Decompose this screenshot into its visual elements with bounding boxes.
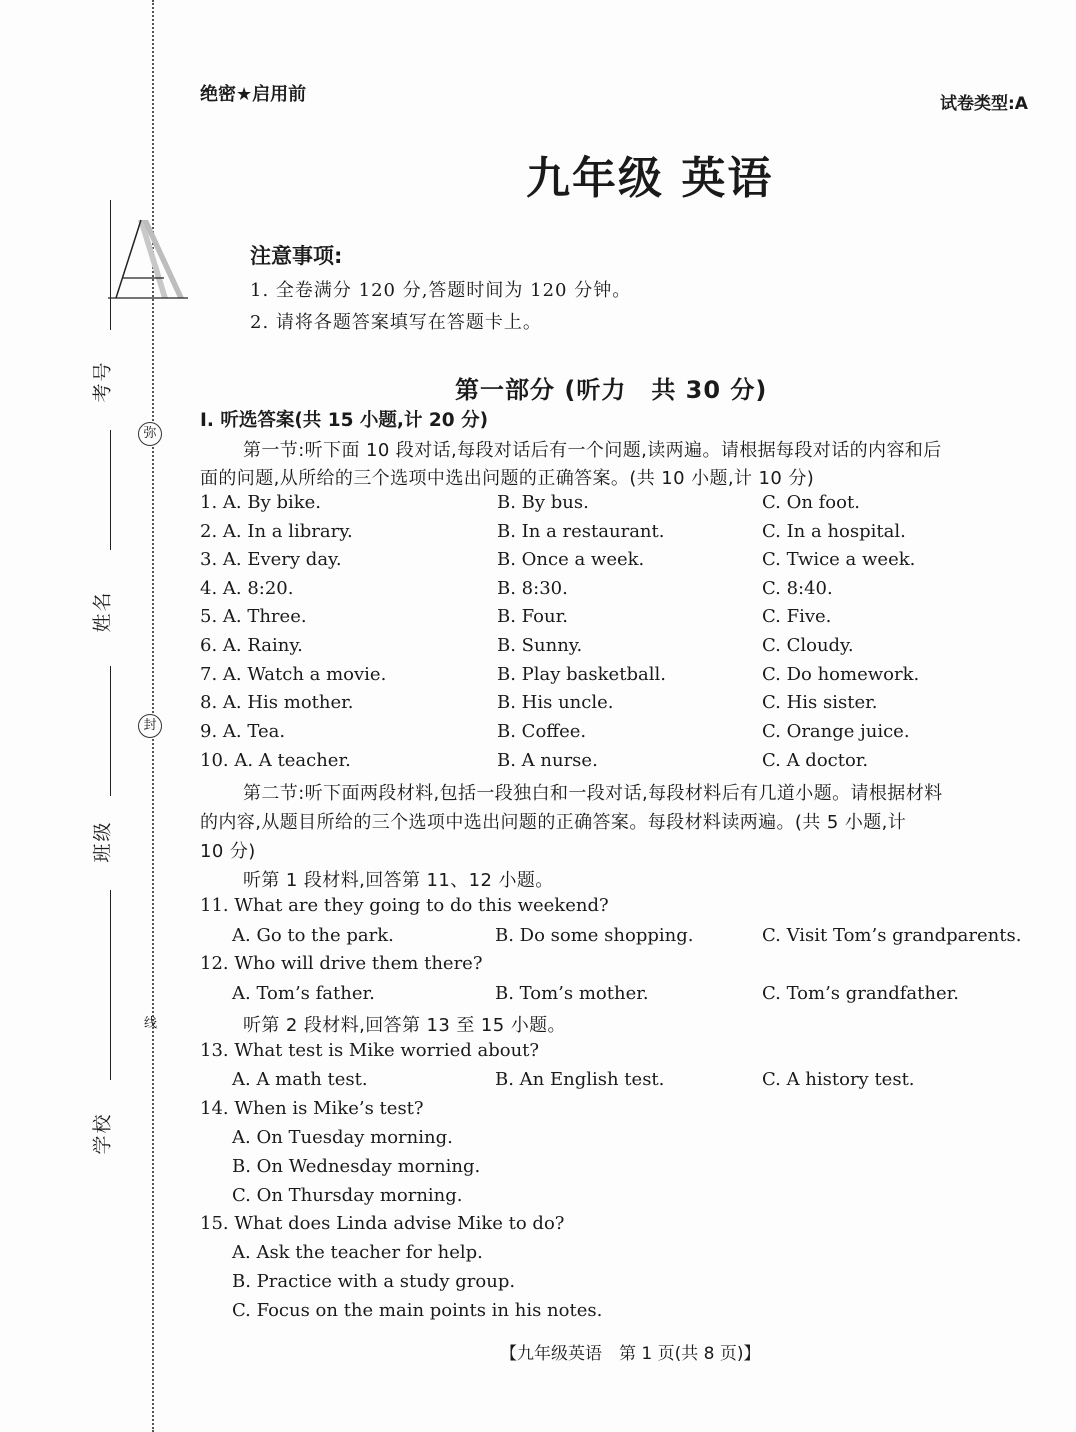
q15-option-a: A. Ask the teacher for help. (232, 1242, 483, 1263)
seal-char-feng: 封 (138, 714, 162, 738)
q1-option-b: B. By bus. (497, 492, 589, 513)
exam-number-line (110, 430, 111, 550)
material1-instruction: 听第 1 段材料,回答第 11、12 小题。 (243, 870, 554, 891)
q9-option-a: 9. A. Tea. (200, 721, 286, 742)
q13-option-a: A. A math test. (232, 1069, 368, 1090)
q15-option-c: C. Focus on the main points in his notes. (232, 1300, 603, 1321)
q9-option-c: C. Orange juice. (762, 721, 910, 742)
q11-option-c: C. Visit Tom’s grandparents. (762, 925, 1022, 946)
q13-option-b: B. An English test. (495, 1069, 665, 1090)
page-footer: 【九年级英语 第 1 页(共 8 页)】 (500, 1344, 761, 1364)
page-title: 九年级 英语 (526, 153, 774, 204)
q5-option-c: C. Five. (762, 606, 832, 627)
class-line (110, 890, 111, 1080)
q4-option-b: B. 8:30. (497, 578, 568, 599)
confidential-label: 绝密★启用前 (200, 84, 307, 105)
s2-intro-line-3: 10 分) (200, 841, 256, 862)
s2-intro-line-2: 的内容,从题目所给的三个选项中选出问题的正确答案。每段材料读两遍。(共 5 小题,计 (200, 812, 907, 833)
q12-stem: 12. Who will drive them there? (200, 953, 483, 974)
q5-option-a: 5. A. Three. (200, 606, 307, 627)
q15-option-b: B. Practice with a study group. (232, 1271, 516, 1292)
q11-option-a: A. Go to the park. (232, 925, 394, 946)
seal-char-mi: 弥 (138, 422, 162, 446)
q5-option-b: B. Four. (497, 606, 568, 627)
q14-option-b: B. On Wednesday morning. (232, 1156, 481, 1177)
q15-stem: 15. What does Linda advise Mike to do? (200, 1213, 565, 1234)
q6-option-a: 6. A. Rainy. (200, 635, 303, 656)
q6-option-c: C. Cloudy. (762, 635, 854, 656)
q4-option-c: C. 8:40. (762, 578, 833, 599)
section1-heading: Ⅰ. 听选答案(共 15 小题,计 20 分) (200, 410, 489, 431)
part1-heading: 第一部分 (听力 共 30 分) (455, 376, 768, 404)
q13-option-c: C. A history test. (762, 1069, 915, 1090)
paper-type-letter-text: A (168, 216, 171, 221)
q10-option-b: B. A nurse. (497, 750, 598, 771)
q2-option-b: B. In a restaurant. (497, 521, 665, 542)
notice-heading: 注意事项: (250, 244, 343, 268)
notice-item-1: 1. 全卷满分 120 分,答题时间为 120 分钟。 (250, 280, 632, 301)
q8-option-c: C. His sister. (762, 692, 878, 713)
q9-option-b: B. Coffee. (497, 721, 587, 742)
q10-option-a: 10. A. A teacher. (200, 750, 351, 771)
q14-option-c: C. On Thursday morning. (232, 1185, 463, 1206)
material2-instruction: 听第 2 段材料,回答第 13 至 15 小题。 (243, 1015, 566, 1036)
paper-type-letter-a (108, 200, 188, 310)
q6-option-b: B. Sunny. (497, 635, 583, 656)
q10-option-c: C. A doctor. (762, 750, 869, 771)
q14-stem: 14. When is Mike’s test? (200, 1098, 424, 1119)
q8-option-b: B. His uncle. (497, 692, 614, 713)
q3-option-c: C. Twice a week. (762, 549, 916, 570)
q2-option-c: C. In a hospital. (762, 521, 906, 542)
q7-option-b: B. Play basketball. (497, 664, 666, 685)
q4-option-a: 4. A. 8:20. (200, 578, 294, 599)
s1-intro-line-1: 第一节:听下面 10 段对话,每段对话后有一个问题,读两遍。请根据每段对话的内容和后 (243, 440, 942, 461)
s2-intro-line-1: 第二节:听下面两段材料,包括一段独白和一段对话,每段材料后有几道小题。请根据材料 (243, 783, 943, 804)
q11-option-b: B. Do some shopping. (495, 925, 694, 946)
q12-option-c: C. Tom’s grandfather. (762, 983, 959, 1004)
q14-option-a: A. On Tuesday morning. (232, 1127, 453, 1148)
q12-option-b: B. Tom’s mother. (495, 983, 649, 1004)
q13-stem: 13. What test is Mike worried about? (200, 1040, 540, 1061)
q7-option-c: C. Do homework. (762, 664, 920, 685)
side-label-exam-number: 考号 (91, 360, 114, 403)
q3-option-a: 3. A. Every day. (200, 549, 342, 570)
s1-intro-line-2: 面的问题,从所给的三个选项中选出问题的正确答案。(共 10 小题,计 10 分) (200, 468, 815, 489)
q2-option-a: 2. A. In a library. (200, 521, 353, 542)
seal-char-xian: 线 (144, 1016, 158, 1031)
side-label-name: 姓名 (91, 590, 114, 633)
paper-type-label: 试卷类型:A (940, 94, 1028, 114)
notice-item-2: 2. 请将各题答案填写在答题卡上。 (250, 312, 542, 333)
q8-option-a: 8. A. His mother. (200, 692, 354, 713)
side-label-school: 学校 (91, 1112, 114, 1155)
q3-option-b: B. Once a week. (497, 549, 645, 570)
q1-option-c: C. On foot. (762, 492, 860, 513)
side-label-class: 班级 (91, 820, 114, 863)
q1-option-a: 1. A. By bike. (200, 492, 322, 513)
q12-option-a: A. Tom’s father. (232, 983, 375, 1004)
q7-option-a: 7. A. Watch a movie. (200, 664, 387, 685)
name-line (110, 666, 111, 796)
q11-stem: 11. What are they going to do this weekend? (200, 895, 609, 916)
